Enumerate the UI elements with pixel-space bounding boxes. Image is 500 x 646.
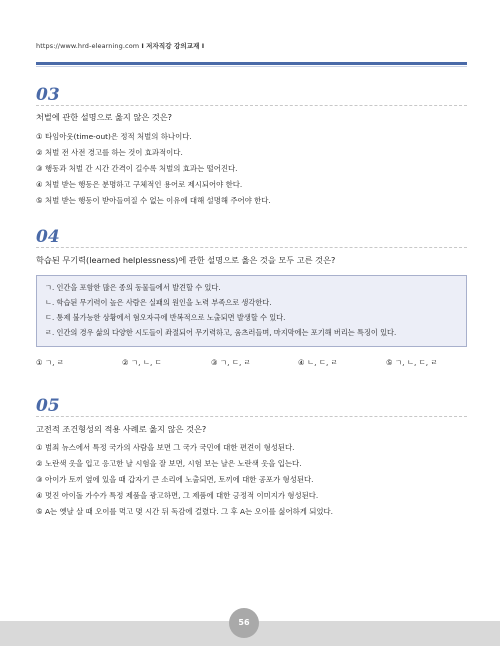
option-3[interactable]: ③ 아이가 토끼 옆에 있을 때 갑자기 큰 소리에 노출되면, 토끼에 대한 공포가 형성된다. [36, 475, 314, 484]
choice-1[interactable]: ① ㄱ, ㄹ [36, 358, 64, 367]
question-text: 고전적 조건형성의 적용 사례로 옳지 않은 것은? [36, 424, 207, 434]
option-3[interactable]: ③ 행동과 처벌 간 시간 간격이 길수록 처벌의 효과는 떨어진다. [36, 164, 238, 173]
question-divider [36, 105, 467, 107]
statement-item: ㄴ. 학습된 무기력이 높은 사람은 실패의 원인을 노력 부족으로 생각한다. [45, 298, 272, 307]
header-url[interactable]: https://www.hrd-elearning.com [36, 42, 140, 50]
choice-5[interactable]: ⑤ ㄱ, ㄴ, ㄷ, ㄹ [386, 358, 438, 367]
option-2[interactable]: ② 노란색 옷을 입고 응고한 날 시험을 잘 보면, 시험 보는 날은 노란색 옷을 입는다. [36, 459, 302, 468]
header-separator: I [141, 42, 144, 50]
statement-box [36, 275, 467, 347]
statement-item: ㄹ. 인간의 경우 삶의 다양한 시도들이 좌절되어 무기력하고, 움츠러들며, 마지막에는 포기해 버리는 특징이 있다. [45, 328, 397, 337]
header-rule [36, 62, 467, 65]
header-separator: I [201, 42, 205, 50]
page-header [36, 41, 204, 50]
question-number: 03 [36, 85, 60, 105]
option-1[interactable]: ① 타임아웃(time-out)은 정적 처벌의 하나이다. [36, 132, 192, 141]
question-number: 05 [36, 396, 60, 416]
option-5[interactable]: ⑤ A는 옛날 살 때 오이를 먹고 몇 시간 뒤 독감에 걸렸다. 그 후 A는 오이를 싫어하게 되었다. [36, 507, 333, 516]
option-4[interactable]: ④ 처벌 받는 행동은 분명하고 구체적인 용어로 제시되어야 한다. [36, 180, 243, 189]
option-1[interactable]: ① 범죄 뉴스에서 특정 국가의 사람을 보면 그 국가 국민에 대한 편견이 형성된다. [36, 443, 295, 452]
question-text: 학습된 무기력(learned helplessness)에 관한 설명으로 옳은 것을 모두 고른 것은? [36, 255, 336, 265]
choice-4[interactable]: ④ ㄴ, ㄷ, ㄹ [298, 358, 338, 367]
statement-item: ㄷ. 통제 불가능한 상황에서 혐오자극에 반복적으로 노출되면 발생할 수 있다. [45, 313, 286, 322]
statement-item: ㄱ. 인간을 포함한 많은 종의 동물들에서 발견할 수 있다. [45, 283, 221, 292]
choice-2[interactable]: ② ㄱ, ㄴ, ㄷ [122, 358, 162, 367]
question-number: 04 [36, 227, 60, 247]
option-5[interactable]: ⑤ 처벌 받는 행동이 받아들여질 수 없는 이유에 대해 설명해 주어야 한다. [36, 196, 271, 205]
question-divider [36, 247, 467, 249]
choice-3[interactable]: ③ ㄱ, ㄷ, ㄹ [211, 358, 251, 367]
header-rule-thin [36, 66, 467, 67]
option-2[interactable]: ② 처벌 전 사전 경고를 하는 것이 효과적이다. [36, 148, 183, 157]
option-4[interactable]: ④ 멋진 아이돌 가수가 특정 제품을 광고하면, 그 제품에 대한 긍정적 이미지가 형성된다. [36, 491, 319, 500]
question-text: 처벌에 관한 설명으로 옳지 않은 것은? [36, 112, 172, 122]
header-title: 저자직강 강의교재 [146, 42, 200, 50]
question-divider [36, 416, 467, 418]
page-number: 56 [229, 608, 259, 638]
